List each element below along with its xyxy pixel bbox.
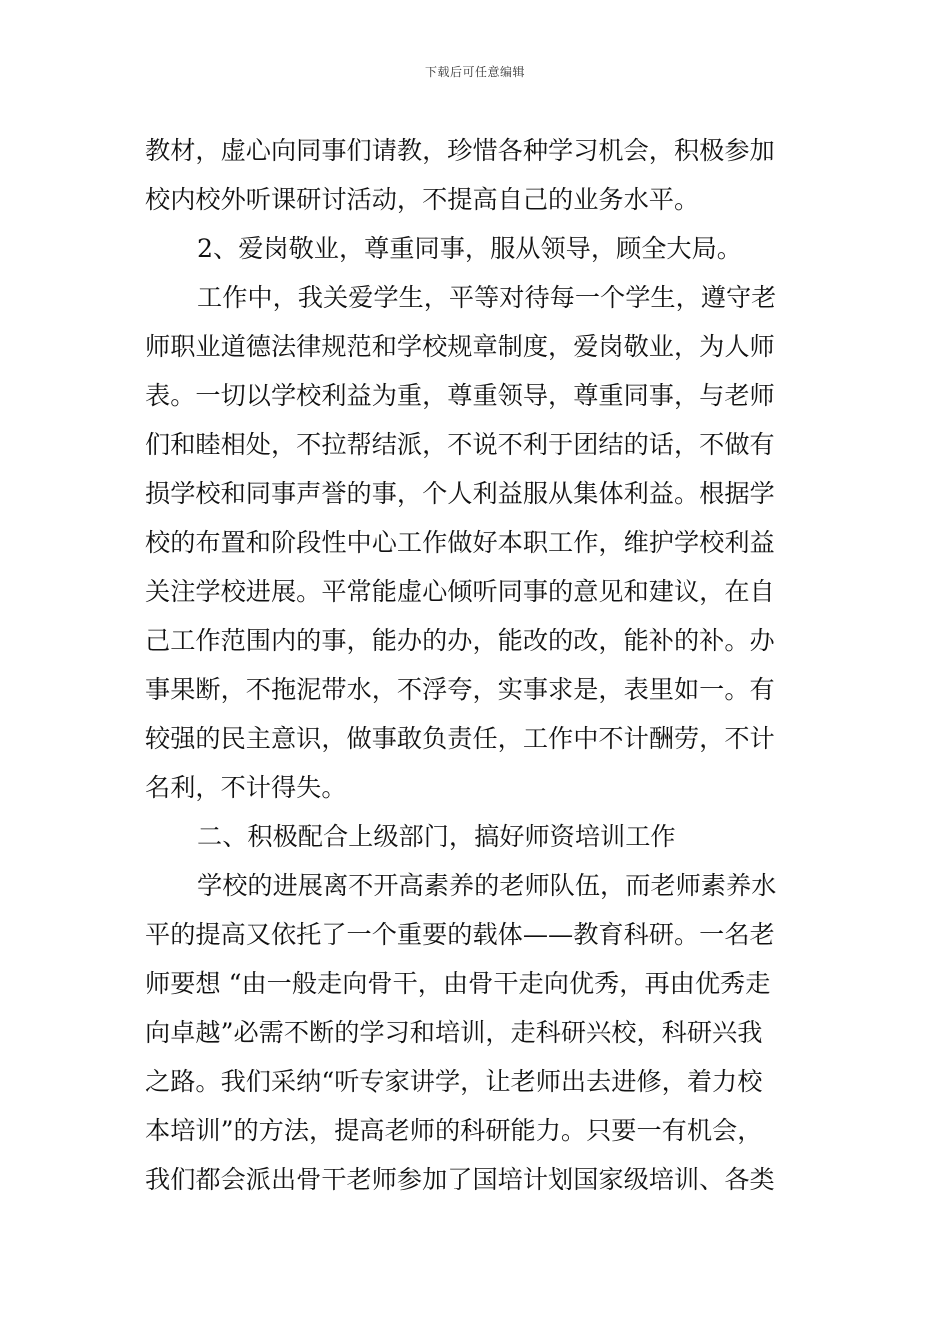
text-line: 们和睦相处，不拉帮结派，不说不利于团结的话，不做有 [145,430,775,459]
text-line: 学校的进展离不开高素养的老师队伍，而老师素养水 [197,871,777,900]
text-line: 向卓越”必需不断的学习和培训，走科研兴校，科研兴我 [145,1018,763,1047]
text-line: 我们都会派出骨干老师参加了国培计划国家级培训、各类 [145,1165,775,1194]
text-line: 师职业道德法律规范和学校规章制度，爱岗敬业，为人师 [145,332,775,361]
text-line: 表。一切以学校利益为重，尊重领导，尊重同事，与老师 [145,381,775,410]
text-line: 工作中，我关爱学生，平等对待每一个学生，遵守老 [197,283,777,312]
text-line: 己工作范围内的事，能办的办，能改的改，能补的补。办 [145,626,775,655]
text-line: 本培训”的方法，提高老师的科研能力。只要一有机会， [145,1116,763,1145]
section-heading: 二、积极配合上级部门，搞好师资培训工作 [197,822,676,851]
section-subheading: 2、爱岗敬业，尊重同事，服从领导，顾全大局。 [197,234,742,263]
text-line: 师要想 “由一般走向骨干，由骨干走向优秀，再由优秀走 [145,969,771,998]
text-line: 校的布置和阶段性中心工作做好本职工作，维护学校利益 [145,528,775,557]
text-line: 事果断，不拖泥带水，不浮夸，实事求是，表里如一。有 [145,675,775,704]
text-line: 名利，不计得失。 [145,773,347,802]
text-line: 校内校外听课研讨活动，不提高自己的业务水平。 [145,185,700,214]
document-body [145,126,805,1204]
text-line: 教材，虚心向同事们请教，珍惜各种学习机会，积极参加 [145,136,775,165]
text-line: 平的提高又依托了一个重要的载体——教育科研。一名老 [145,920,775,949]
text-line: 之路。我们采纳“听专家讲学，让老师出去进修，着力校 [145,1067,763,1096]
text-line: 损学校和同事声誉的事，个人利益服从集体利益。根据学 [145,479,775,508]
text-line: 较强的民主意识，做事敢负责任，工作中不计酬劳，不计 [145,724,775,753]
page-header: 下载后可任意编辑 [424,65,525,79]
text-line: 关注学校进展。平常能虚心倾听同事的意见和建议，在自 [145,577,775,606]
